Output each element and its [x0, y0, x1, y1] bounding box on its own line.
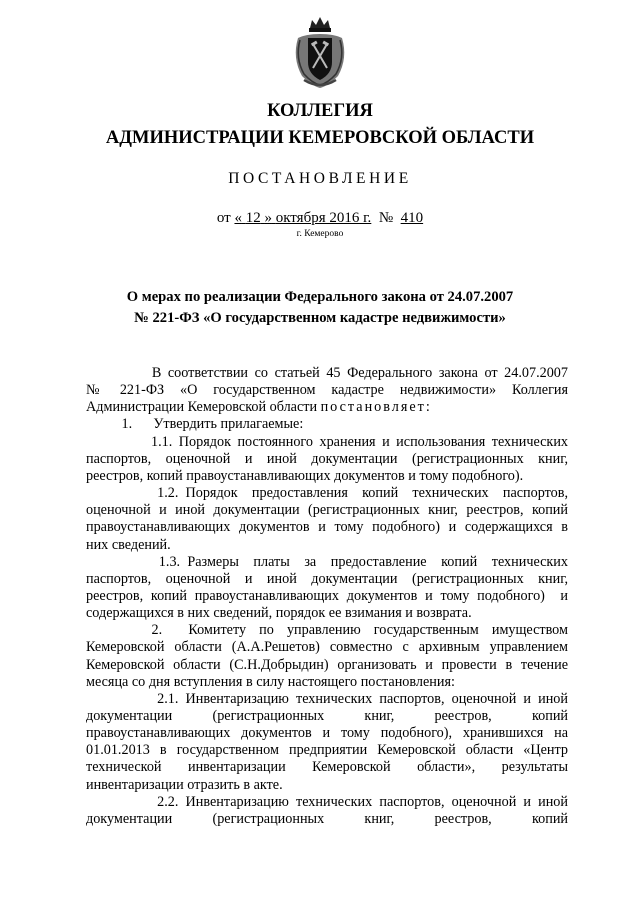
body-line-text: оценочной и иной документации (регистрационных книг, реестров, копий [86, 502, 568, 519]
body-line-text: документации (регистрационных книг, реестров, копий [86, 708, 568, 724]
body-line-text: документации (регистрационных книг, реестров, копий [86, 810, 568, 827]
body-line-text: 1.2. Порядок предоставления копий технических паспортов, [86, 485, 568, 502]
body-line [86, 777, 568, 794]
number-sign: № [378, 210, 394, 226]
decree-title-line-1: О мерах по реализации Федерального закона от 24.07.2007 [126, 289, 514, 305]
body-line-text: 2.1. Инвентаризацию технических паспортов, оценочной и иной [86, 690, 568, 707]
body-line-text: паспортов, оценочной и иной документации (регистрационных книг, [86, 570, 568, 587]
decree-title-line-2: № 221-ФЗ «О государственном кадастре недвижимости» [134, 310, 506, 326]
body-line [86, 554, 568, 571]
body-line [86, 502, 568, 519]
body-line-text: Администрации Кемеровской области [86, 399, 321, 416]
close-quote: » [264, 210, 272, 226]
date-value [234, 210, 371, 226]
body-line [86, 622, 568, 639]
body-line-text: реестров, копий правоустанавливающих документов и тому подобного) и [86, 587, 568, 604]
resolves-word: постановляет [320, 399, 426, 416]
body-line-text: содержащихся в них сведений, порядок ее взимания и возврата. [86, 605, 472, 622]
body-line [86, 759, 568, 776]
open-quote: « [234, 210, 242, 226]
date-line [0, 210, 640, 227]
body-line-text: Кемеровской области (С.Н.Добрыдин) организовать и провести в течение [86, 656, 568, 673]
date-day: 12 [245, 210, 261, 226]
body-line [86, 605, 568, 622]
body-line [86, 365, 568, 382]
body-line [86, 468, 568, 485]
body-line-text: правоустанавливающих документов и тому подобного), хранившихся на [86, 725, 568, 742]
body-line [86, 794, 568, 811]
body-line [86, 691, 568, 708]
body-line [86, 571, 568, 588]
body-line [86, 742, 568, 759]
body-line-text: 2. Комитету по управлению государственным имуществом [86, 622, 568, 639]
body-line-text: В соответствии со статьей 45 Федерального закона от 24.07.2007 [86, 365, 568, 381]
body-line-text: 2.2. Инвентаризацию технических паспортов, оценочной и иной [86, 793, 568, 810]
body-line [86, 485, 568, 502]
coat-of-arms-icon [288, 14, 352, 90]
body-line-text: паспортов, оценочной и иной документации (регистрационных книг, [86, 450, 568, 467]
body-line-text: месяца со дня вступления в силу настоящего постановления: [86, 673, 455, 690]
body-line-text: 1. Утвердить прилагаемые: [86, 416, 304, 433]
body-line-text: № 221-ФЗ «О государственном кадастре недвижимости» Коллегия [86, 382, 568, 399]
document-type: ПОСТАНОВЛЕНИЕ [228, 170, 412, 187]
body-line [86, 588, 568, 605]
body-line [86, 708, 568, 725]
body-line [86, 639, 568, 656]
body-line [86, 399, 568, 416]
body-line [86, 382, 568, 399]
administration-heading: АДМИНИСТРАЦИИ КЕМЕРОВСКОЙ ОБЛАСТИ [105, 128, 535, 148]
city-label: г. Кемерово [296, 229, 344, 239]
body-line [86, 674, 568, 691]
body-line-text: 1.1. Порядок постоянного хранения и использования технических [86, 433, 568, 450]
body-line-text: них сведений. [86, 536, 171, 553]
body-line-text: Кемеровской области (А.А.Решетов) совместно с архивным управлением [86, 639, 568, 656]
document-number: 410 [400, 210, 424, 226]
body-line-text: реестров, копий правоустанавливающих документов и тому подобного). [86, 467, 524, 484]
body-line-tail: : [425, 399, 430, 416]
body-line [86, 725, 568, 742]
date-month-year: октября 2016 г. [275, 210, 372, 226]
body-line [86, 416, 568, 433]
body-line [86, 519, 568, 536]
body-line-text: 01.01.2013 в государственном предприятии Кемеровской области «Центр [86, 742, 568, 759]
body-line-text: 1.3. Размеры платы за предоставление копий технических [86, 553, 568, 570]
body-line-text: правоустанавливающих документов и тому подобного) и содержащихся в [86, 519, 568, 536]
body-line [86, 451, 568, 468]
body-line [86, 434, 568, 451]
body-line [86, 657, 568, 674]
body-line-text: инвентаризации отразить в акте. [86, 776, 283, 793]
collegium-heading: КОЛЛЕГИЯ [267, 101, 373, 121]
date-prefix: от [216, 210, 231, 226]
body-line [86, 811, 568, 828]
body-line [86, 537, 568, 554]
body-line-text: технической инвентаризации Кемеровской области», результаты [86, 759, 568, 776]
